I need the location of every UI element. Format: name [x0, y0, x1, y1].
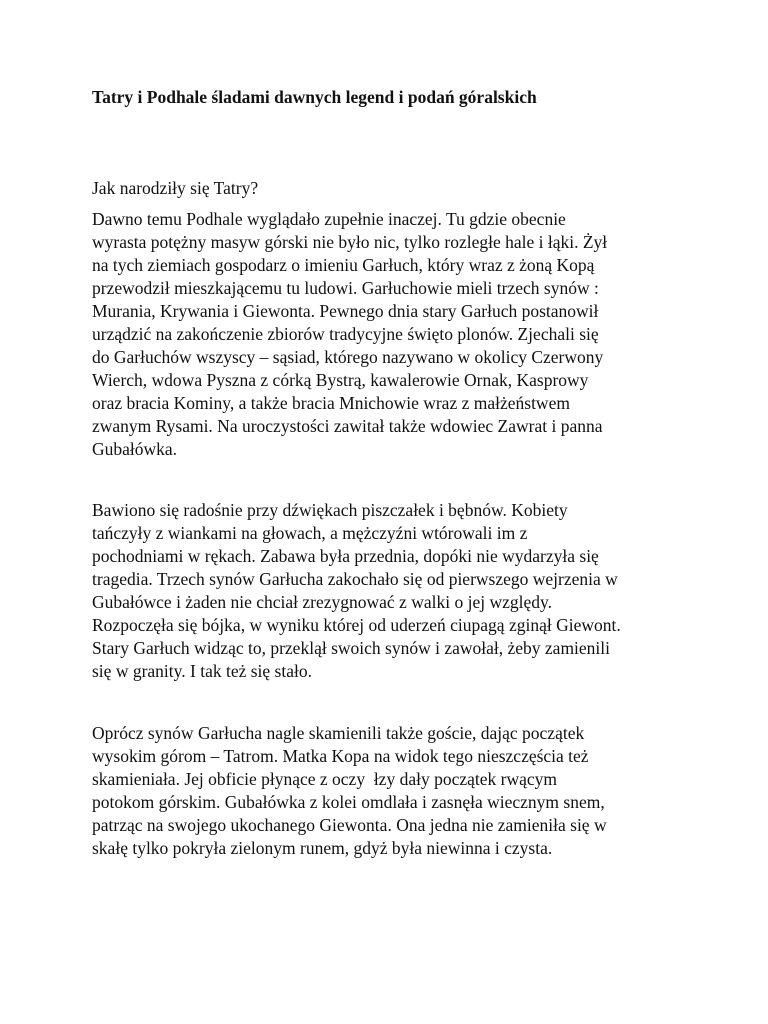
paragraph-line: pochodniami w rękach. Zabawa była przednia, dopóki nie wydarzyła się: [92, 546, 599, 566]
paragraph-line: się w granity. I tak też się stało.: [92, 661, 312, 681]
paragraph-line: zwanym Rysami. Na uroczystości zawitał także wdowiec Zawrat i panna: [92, 416, 603, 436]
paragraph-line: Gubałówce i żaden nie chciał zrezygnować z walki o jej względy.: [92, 592, 552, 612]
paragraph-line: wysokim górom – Tatrom. Matka Kopa na widok tego nieszczęścia też: [92, 746, 589, 766]
paragraph-line: patrząc na swojego ukochanego Giewonta. Ona jedna nie zamieniła się w: [92, 815, 607, 835]
paragraph-line: skałę tylko pokryła zielonym runem, gdyż była niewinna i czysta.: [92, 838, 553, 858]
paragraph-line: Murania, Krywania i Giewonta. Pewnego dnia stary Garłuch postanowił: [92, 301, 599, 321]
paragraph-line: skamieniała. Jej obficie płynące z oczy łzy dały początek rwącym: [92, 769, 557, 789]
paragraph-line: przewodził mieszkającemu tu ludowi. Garłuchowie mieli trzech synów :: [92, 278, 599, 298]
paragraph-line: Oprócz synów Garłucha nagle skamienili także goście, dając początek: [92, 723, 585, 743]
paragraph-2: [92, 499, 692, 683]
paragraph-line: Gubałówka.: [92, 439, 178, 459]
paragraph-line: do Garłuchów wszyscy – sąsiad, którego nazywano w okolicy Czerwony: [92, 347, 604, 367]
paragraph-3: [92, 722, 692, 860]
paragraph-line: na tych ziemiach gospodarz o imieniu Garłuch, który wraz z żoną Kopą: [92, 255, 595, 275]
paragraph-line: tańczyły z wiankami na głowach, a mężczyźni wtórowali im z: [92, 523, 528, 543]
paragraph-line: Wierch, wdowa Pyszna z córką Bystrą, kawalerowie Ornak, Kasprowy: [92, 370, 589, 390]
document-title: Tatry i Podhale śladami dawnych legend i podań góralskich: [92, 87, 537, 107]
paragraph-1: [92, 208, 692, 461]
paragraph-line: Rozpoczęła się bójka, w wyniku której od uderzeń ciupagą zginął Giewont.: [92, 615, 621, 635]
paragraph-line: wyrasta potężny masyw górski nie było nic, tylko rozległe hale i łąki. Żył: [92, 232, 608, 252]
paragraph-line: urządzić na zakończenie zbiorów tradycyjne święto plonów. Zjechali się: [92, 324, 599, 344]
paragraph-line: tragedia. Trzech synów Garłucha zakochało się od pierwszego wejrzenia w: [92, 569, 618, 589]
paragraph-line: oraz bracia Kominy, a także bracia Mnichowie wraz z małżeństwem: [92, 393, 570, 413]
paragraph-line: Stary Garłuch widząc to, przeklął swoich synów i zawołał, żeby zamienili: [92, 638, 611, 658]
paragraph-line: Bawiono się radośnie przy dźwiękach piszczałek i bębnów. Kobiety: [92, 500, 568, 520]
paragraph-line: Dawno temu Podhale wyglądało zupełnie inaczej. Tu gdzie obecnie: [92, 209, 566, 229]
section-heading: Jak narodziły się Tatry?: [92, 178, 259, 198]
paragraph-line: potokom górskim. Gubałówka z kolei omdlała i zasnęła wiecznym snem,: [92, 792, 605, 812]
